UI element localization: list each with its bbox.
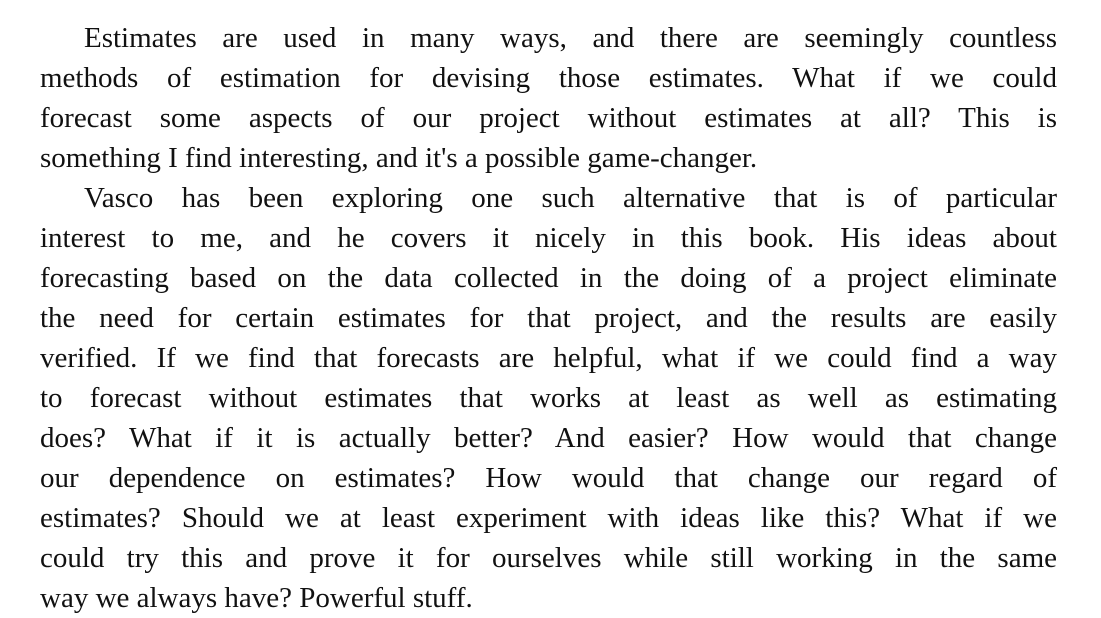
paragraph-2-line-11: way we always have? Powerful stuff.: [40, 582, 473, 614]
paragraph-2-line-6: to forecast without estimates that works at least as well as estimating: [40, 382, 1057, 414]
paragraph-2-line-1: Vasco has been exploring one such alternative that is of particular: [84, 182, 1057, 214]
paragraph-2-line-9: estimates? Should we at least experiment with ideas like this? What if we: [40, 502, 1057, 534]
paragraph-2-line-5: verified. If we find that forecasts are helpful, what if we could find a way: [40, 342, 1057, 374]
paragraph-1-line-4: something I find interesting, and it's a possible game-changer.: [40, 142, 758, 174]
paragraph-2-line-10: could try this and prove it for ourselves while still working in the same: [40, 542, 1057, 574]
paragraph-2-line-4: the need for certain estimates for that project, and the results are easily: [40, 302, 1057, 334]
paragraph-2-line-3: forecasting based on the data collected in the doing of a project eliminate: [40, 262, 1057, 294]
paragraph-2-line-2: interest to me, and he covers it nicely in this book. His ideas about: [40, 222, 1057, 254]
paragraph-2-line-7: does? What if it is actually better? And easier? How would that change: [40, 422, 1057, 454]
paragraph-1-line-3: forecast some aspects of our project without estimates at all? This is: [40, 102, 1057, 134]
paragraph-1-line-2: methods of estimation for devising those estimates. What if we could: [40, 62, 1057, 94]
paragraph-1-line-1: Estimates are used in many ways, and there are seemingly countless: [84, 22, 1057, 54]
book-page: [40, 0, 1057, 618]
paragraph-2-line-8: our dependence on estimates? How would that change our regard of: [40, 462, 1057, 494]
cutoff-top-line: [40, 0, 1057, 18]
